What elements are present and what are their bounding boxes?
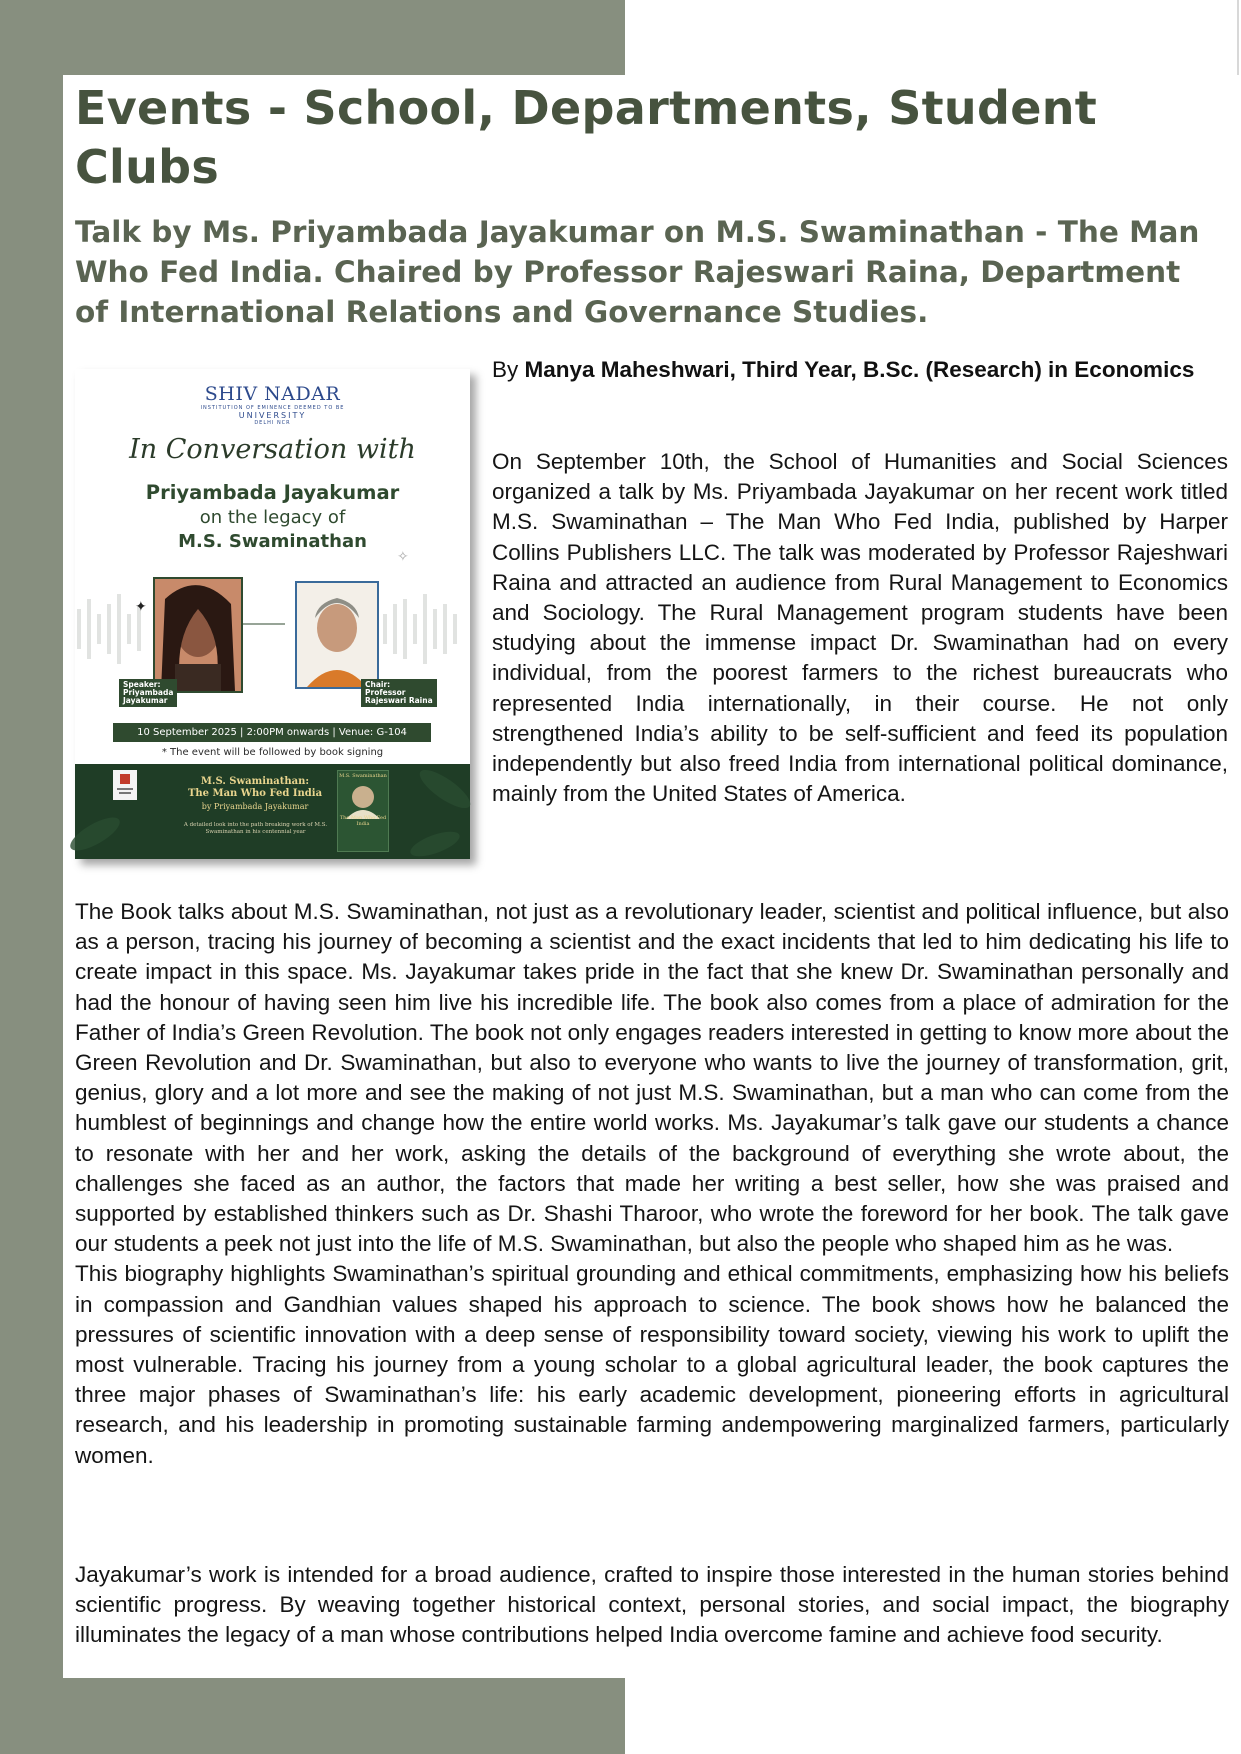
- chair-photo: [295, 581, 379, 689]
- article-byline: [492, 355, 1228, 386]
- speaker-portrait-image: [155, 579, 241, 691]
- chair-portrait-image: [297, 583, 377, 687]
- paragraph-audience: Jayakumar’s work is intended for a broad audience, crafted to inspire those interested in the human stories behind scientific progress. By weaving together historical context, personal stories, and social impact, the biography illuminates the legacy of a man whose contributions helped India overcome famine and achieve food security.: [75, 1562, 1229, 1648]
- event-title: Talk by Ms. Priyambada Jayakumar on M.S. Swaminathan - The Man Who Fed India. Chaired by Professor Rajeswari Raina, Department of International Relations and Governance Studies.: [75, 215, 1200, 329]
- speaker-tag: [119, 679, 177, 707]
- event-poster: [75, 369, 470, 859]
- logo-name: SHIV NADAR: [204, 383, 341, 405]
- logo-university: UNIVERSITY: [238, 411, 307, 420]
- speaker-tag-last: Jayakumar: [123, 696, 168, 705]
- logo-location: DELHI NCR: [254, 420, 291, 426]
- svg-text:✧: ✧: [397, 548, 409, 564]
- book-title-line-2: The Man Who Fed India: [187, 788, 323, 799]
- book-author: by Priyambada Jayakumar: [201, 802, 309, 811]
- event-info-bar: 10 September 2025 | 2:00PM onwards | Venue: G-104: [113, 723, 431, 742]
- book-signing-note: * The event will be followed by book signing: [161, 747, 384, 758]
- cover-title-text: The Man Who Fed India: [339, 815, 387, 827]
- paragraph-book-block: [75, 897, 1229, 1471]
- byline-prefix: By: [492, 357, 525, 382]
- book-cover: [337, 770, 389, 852]
- poster-script-heading: In Conversation with: [129, 434, 416, 465]
- chair-tag: [361, 679, 437, 707]
- paragraph-intro: On September 10th, the School of Humanities and Social Sciences organized a talk by Ms. Priyambada Jayakumar on her recent work titled M.S. Swaminathan – The Man Who Fed India, published by Harper Collins Publishers LLC. The talk was moderated by Professor Rajeshwari Raina and attracted an audience from Rural Management to Economics and Sociology. The Rural Management program students have been studying about the immense impact Dr. Swaminathan had on every individual, from the poorest farmers to the richest bureaucrats who represented India internationally, in their course. He not only strengthened India’s ability to be self-sufficient and feed its population independently but also freed India from international political dominance, mainly from the United States of America.: [492, 449, 1228, 807]
- publisher-icon: [113, 770, 137, 800]
- paragraph-book: The Book talks about M.S. Swaminathan, not just as a revolutionary leader, scientist and political influence, but also as a person, tracing his journey of becoming a scientist and the exact incidents that led to him dedicating his life to create impact in this space. Ms. Jayakumar takes pride in the fact that she knew Dr. Swaminathan personally and had the honour of having seen him live his incredible life. The book also comes from a place of admiration for the Father of India’s Green Revolution. The book not only engages readers interested in getting to know more about the Green Revolution and Dr. Swaminathan, but also to everyone who wants to live the journey of transformation, grit, genius, glory and a lot more and see the making of not just M.S. Swaminathan, but a man who can come from the humblest of beginnings and change how the entire world works. Ms. Jayakumar’s talk gave our students a chance to resonate with her and her work, asking the details of the background of everything she wrote about, the challenges she faced as an author, the factors that made her writing a best seller, how she was praised and supported by established thinkers such as Dr. Shashi Tharoor, who wrote the foreword for her book. The talk gave our students a peek not just into the life of M.S. Swaminathan, but also the people who shaped him as he was.: [75, 899, 1229, 1257]
- poster-legacy-line: on the legacy of: [199, 507, 346, 528]
- book-banner: [75, 764, 470, 859]
- chair-tag-title: Professor: [365, 688, 406, 697]
- paragraph-biography: This biography highlights Swaminathan’s spiritual grounding and ethical commitments, emphasizing how his beliefs in compassion and Gandhian values shaped his approach to science. The book shows how he balanced the pressures of scientific innovation with a deep sense of responsibility toward society, viewing his work to uplift the most vulnerable. Tracing his journey from a young scholar to a global agricultural leader, the book captures the three major phases of Swaminathan’s life: his early academic development, pioneering efforts in agricultural research, and his leadership in promoting sustainable farming andempowering marginalized farmers, particularly women.: [75, 1261, 1229, 1468]
- chair-tag-label: Chair:: [365, 680, 391, 689]
- speaker-tag-first: Priyambada: [123, 688, 174, 697]
- poster-subject: M.S. Swaminathan: [178, 531, 367, 552]
- section-title: Events - School, Departments, Student Clubs: [75, 81, 1098, 194]
- soundwave-decoration: [75, 548, 470, 689]
- logo-note: INSTITUTION OF EMINENCE DEEMED TO BE: [200, 405, 345, 411]
- svg-text:✦: ✦: [135, 598, 147, 614]
- book-description: A detailed look into the path breaking work of M.S. Swaminathan in his centennial year: [183, 822, 328, 835]
- speaker-tag-label: Speaker:: [123, 680, 161, 689]
- cover-top-text: M.S. Swaminathan: [339, 773, 387, 779]
- byline-author: Manya Maheshwari, Third Year, B.Sc. (Research) in Economics: [524, 357, 1195, 382]
- cover-portrait: [338, 779, 388, 819]
- content-panel: [63, 75, 1241, 1678]
- publisher-logo: [113, 770, 137, 800]
- book-title-line-1: M.S. Swaminathan:: [200, 776, 310, 787]
- speaker-photo: [153, 577, 243, 693]
- university-logo: [75, 383, 470, 426]
- poster-speaker-name: Priyambada Jayakumar: [145, 481, 400, 504]
- book-title: [175, 776, 335, 800]
- chair-tag-name: Rajeswari Raina: [365, 696, 433, 705]
